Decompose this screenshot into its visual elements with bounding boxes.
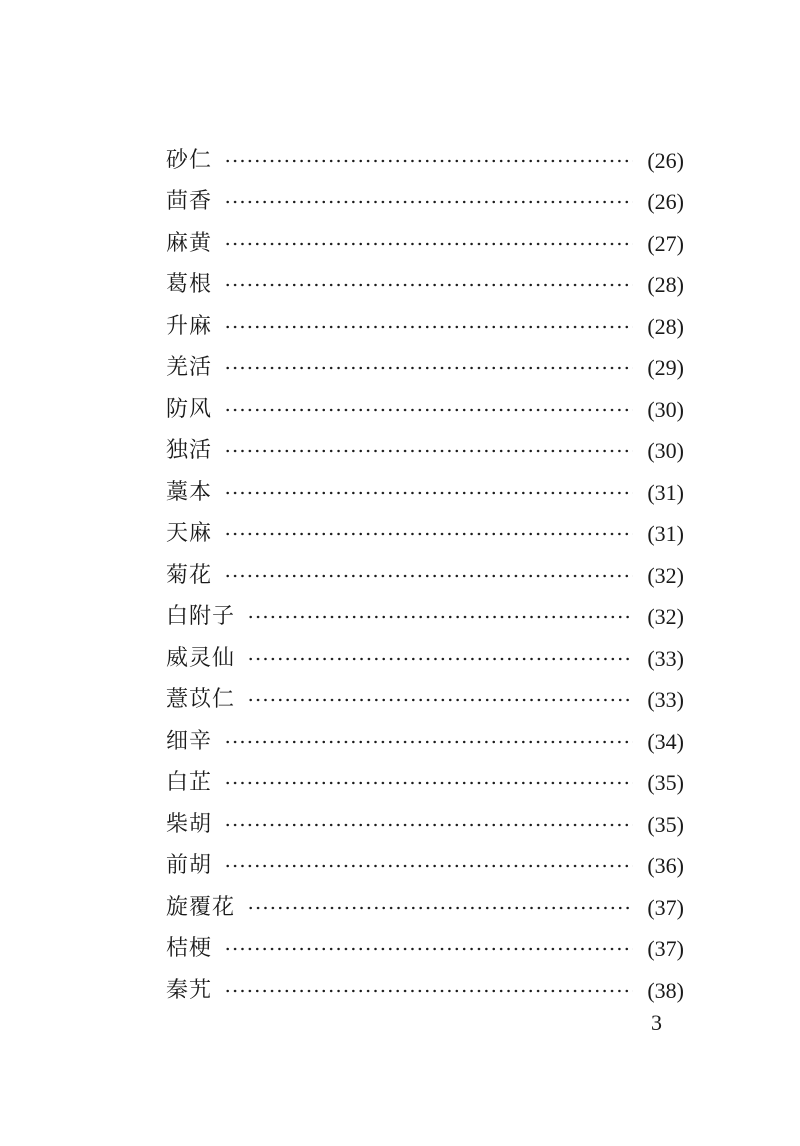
toc-entry	[166, 846, 684, 888]
toc-entry	[166, 597, 684, 639]
toc-entry	[166, 514, 684, 556]
toc-entry-title: 薏苡仁	[166, 687, 236, 713]
toc-dot-leader	[224, 814, 633, 836]
page-number: 3	[651, 1010, 662, 1035]
toc-entry	[166, 431, 684, 473]
toc-dot-leader	[224, 482, 633, 504]
toc-entry-page: (26)	[647, 189, 684, 215]
toc-entry-title: 藁本	[166, 479, 213, 505]
toc-entry-page: (26)	[647, 147, 684, 173]
toc-entry	[166, 140, 684, 182]
toc-entry-title: 菊花	[166, 562, 213, 588]
toc-dot-leader	[224, 233, 633, 255]
toc-entry-title: 葛根	[166, 272, 213, 298]
toc-entry	[166, 182, 684, 224]
toc-entry-title: 茴香	[166, 189, 213, 215]
toc-dot-leader	[247, 689, 633, 711]
toc-entry-page: (34)	[647, 728, 684, 754]
toc-entry	[166, 887, 684, 929]
toc-entry	[166, 306, 684, 348]
toc-entry	[166, 389, 684, 431]
toc-dot-leader	[224, 150, 633, 172]
toc-entry-title: 柴胡	[166, 811, 213, 837]
toc-entry-page-number: 27	[654, 230, 677, 256]
toc-dot-leader	[224, 357, 633, 379]
toc-entry-page-number: 37	[654, 894, 677, 920]
toc-entry-page-number: 32	[654, 604, 677, 630]
toc-entry-page-number: 33	[654, 687, 677, 713]
toc-entry-page: (30)	[647, 396, 684, 422]
toc-entry-title: 麻黄	[166, 230, 213, 256]
toc-entry-title: 白芷	[166, 770, 213, 796]
toc-entry-page: (37)	[647, 936, 684, 962]
toc-dot-leader	[224, 399, 633, 421]
toc-entry-page: (31)	[647, 521, 684, 547]
toc-entry-page: (38)	[647, 977, 684, 1003]
toc-entry-page-number: 30	[654, 438, 677, 464]
toc-entry-title: 威灵仙	[166, 645, 236, 671]
toc-entry-page-number: 29	[654, 355, 677, 381]
toc-dot-leader	[247, 897, 633, 919]
toc-entry	[166, 265, 684, 307]
toc-entry	[166, 680, 684, 722]
toc-entry	[166, 555, 684, 597]
toc-entry-page: (33)	[647, 687, 684, 713]
table-of-contents	[166, 140, 684, 1012]
toc-entry-page: (28)	[647, 313, 684, 339]
toc-entry	[166, 970, 684, 1012]
toc-entry-title: 羌活	[166, 355, 213, 381]
toc-entry-page-number: 28	[654, 272, 677, 298]
toc-entry-page-number: 31	[654, 521, 677, 547]
toc-entry-title: 秦艽	[166, 977, 213, 1003]
toc-dot-leader	[224, 565, 633, 587]
toc-entry-page: (31)	[647, 479, 684, 505]
toc-dot-leader	[247, 648, 633, 670]
toc-dot-leader	[224, 855, 633, 877]
toc-entry-page: (28)	[647, 272, 684, 298]
toc-entry-title: 天麻	[166, 521, 213, 547]
toc-entry-page-number: 26	[654, 189, 677, 215]
toc-entry-page: (30)	[647, 438, 684, 464]
toc-dot-leader	[224, 772, 633, 794]
toc-entry-page: (29)	[647, 355, 684, 381]
toc-entry-page: (36)	[647, 853, 684, 879]
toc-entry-page-number: 36	[654, 853, 677, 879]
toc-entry-page-number: 30	[654, 396, 677, 422]
toc-entry-page: (32)	[647, 604, 684, 630]
toc-dot-leader	[224, 274, 633, 296]
toc-dot-leader	[224, 316, 633, 338]
toc-dot-leader	[224, 980, 633, 1002]
toc-entry-title: 桔梗	[166, 936, 213, 962]
toc-dot-leader	[224, 191, 633, 213]
toc-entry-page-number: 28	[654, 313, 677, 339]
toc-entry-page-number: 35	[654, 770, 677, 796]
toc-entry	[166, 223, 684, 265]
toc-entry-title: 砂仁	[166, 147, 213, 173]
toc-entry	[166, 638, 684, 680]
toc-entry-page: (37)	[647, 894, 684, 920]
toc-dot-leader	[224, 440, 633, 462]
toc-entry-title: 细辛	[166, 728, 213, 754]
toc-entry-page-number: 34	[654, 728, 677, 754]
toc-entry-title: 独活	[166, 438, 213, 464]
toc-entry-title: 前胡	[166, 853, 213, 879]
toc-dot-leader	[247, 606, 633, 628]
toc-entry-page-number: 33	[654, 645, 677, 671]
toc-entry-page-number: 35	[654, 811, 677, 837]
toc-entry	[166, 348, 684, 390]
toc-entry-page: (32)	[647, 562, 684, 588]
toc-dot-leader	[224, 523, 633, 545]
toc-entry-title: 旋覆花	[166, 894, 236, 920]
toc-entry	[166, 763, 684, 805]
toc-entry-page-number: 26	[654, 147, 677, 173]
toc-entry-page: (35)	[647, 811, 684, 837]
toc-entry-page: (35)	[647, 770, 684, 796]
toc-entry	[166, 721, 684, 763]
toc-entry-title: 升麻	[166, 313, 213, 339]
toc-entry-page-number: 38	[654, 977, 677, 1003]
toc-entry-page: (33)	[647, 645, 684, 671]
toc-entry-title: 白附子	[166, 604, 236, 630]
toc-dot-leader	[224, 731, 633, 753]
toc-entry	[166, 804, 684, 846]
toc-dot-leader	[224, 938, 633, 960]
toc-entry-page: (27)	[647, 230, 684, 256]
toc-entry	[166, 472, 684, 514]
toc-entry-page-number: 31	[654, 479, 677, 505]
toc-entry-page-number: 32	[654, 562, 677, 588]
toc-entry-title: 防风	[166, 396, 213, 422]
toc-entry-page-number: 37	[654, 936, 677, 962]
toc-entry	[166, 929, 684, 971]
